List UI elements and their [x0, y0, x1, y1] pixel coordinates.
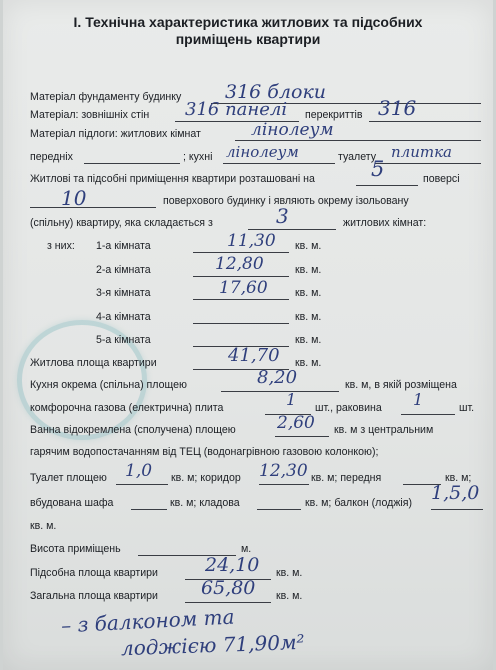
title-line-2: приміщень квартири [175, 31, 321, 47]
unit-room-2: кв. м. [295, 264, 322, 276]
underline-toilet-area [116, 484, 168, 485]
label-hallway: передніх [30, 151, 73, 163]
value-kitchen-floor: лінолеум [226, 143, 299, 161]
label-room-1: 1-а кімната [96, 240, 151, 252]
value-corridor: 12,30 [259, 461, 308, 481]
label-kitchen-area: Кухня окрема (спільна) площею [30, 379, 187, 391]
label-room-2: 2-а кімната [96, 264, 151, 276]
value-room-count: 3 [276, 204, 289, 228]
label-hall: кв. м; передня [311, 472, 382, 484]
underline-room-2 [193, 276, 289, 277]
label-apartment: (спільну) квартиру, яка складається з [30, 217, 213, 229]
document-page [3, 0, 493, 670]
label-ceiling-height: Висота приміщень [30, 543, 121, 555]
label-kitchen-area-tail: кв. м, в якій розміщена [345, 379, 457, 391]
value-room-1: 11,30 [227, 231, 276, 251]
label-aux-area: Підсобна площа квартири [30, 567, 158, 579]
underline-room-count [248, 229, 336, 230]
label-living-area: Житлова площа квартири [30, 357, 157, 369]
label-hot-water: гарячим водопостачанням від ТЕЦ (водонагрівною газовою колонкою); [30, 446, 379, 458]
underline-corridor [259, 484, 309, 485]
label-balcony: кв. м; балкон (лоджія) [305, 497, 413, 509]
underline-hallway [84, 163, 180, 164]
underline-balcony [431, 509, 483, 510]
unit-room-4: кв. м. [295, 311, 322, 323]
value-storey: 5 [371, 157, 385, 181]
value-foundation: 316 блоки [225, 81, 327, 103]
unit-hall: кв. м; [445, 472, 472, 484]
underline-bath [275, 436, 329, 437]
unit-room-5: кв. м. [295, 334, 322, 346]
value-storeys-total: 10 [61, 186, 87, 210]
value-ceilings: 316 [378, 96, 417, 120]
value-room-3: 17,60 [219, 278, 268, 298]
label-floor: Матеріал підлоги: житлових кімнат [30, 128, 201, 140]
unit-aux-area: кв. м. [276, 567, 303, 579]
page-title [3, 14, 493, 48]
value-living-area: 41,70 [228, 345, 280, 366]
label-toilet-area: Туалет площею [30, 472, 107, 484]
underline-ceilings [369, 121, 481, 122]
value-stove: 1 [286, 390, 297, 409]
handwritten-note-line-1: – з балконом та [60, 604, 236, 638]
value-total-area: 65,80 [201, 577, 256, 599]
underline-storeys-total [30, 207, 156, 208]
label-room-3: 3-я кімната [96, 287, 151, 299]
label-storage: кв. м; кладова [170, 497, 240, 509]
label-foundation: Матеріал фундаменту будинку [30, 91, 182, 103]
underline-room-3 [193, 299, 289, 300]
value-aux-area: 24,10 [205, 554, 260, 576]
underline-wardrobe [131, 509, 167, 510]
label-ceilings: перекриттів [305, 109, 363, 121]
label-wardrobe: вбудована шафа [30, 497, 114, 509]
value-balcony: 1,5,0 [431, 482, 480, 504]
value-room-2: 12,80 [215, 254, 264, 274]
unit-ceiling-height: м. [241, 543, 252, 555]
label-walls: Матеріал: зовнішніх стін [30, 109, 150, 121]
unit-balcony: кв. м. [30, 520, 57, 532]
value-toilet-area: 1,0 [125, 461, 153, 481]
underline-room-1 [193, 252, 289, 253]
underline-storey [356, 185, 418, 186]
label-building: поверхового будинку і являють окрему ізольовану [163, 195, 409, 207]
label-corridor: кв. м; коридор [171, 472, 241, 484]
unit-room-3: кв. м. [295, 287, 322, 299]
underline-room-4 [193, 323, 289, 324]
underline-storage [257, 509, 301, 510]
label-toilet: туалету [338, 151, 377, 163]
value-kitchen-area: 8,20 [257, 367, 298, 388]
label-room-4: 4-а кімната [96, 311, 151, 323]
underline-total-area [185, 602, 271, 603]
value-floor-rooms: лінолеум [251, 120, 334, 140]
label-of-them: з них: [47, 240, 75, 252]
label-stove-unit: шт., раковина [315, 402, 382, 414]
label-living-rooms: житлових кімнат: [343, 217, 427, 229]
title-line-1: I. Технічна характеристика житлових та підсобних [73, 14, 423, 30]
underline-toilet [375, 163, 481, 164]
label-room-5: 5-а кімната [96, 334, 151, 346]
underline-floor [235, 140, 481, 141]
label-bath: Ванна відокремлена (сполучена) площею [30, 424, 236, 436]
value-toilet-floor: плитка [391, 143, 452, 161]
value-bath-area: 2,60 [277, 413, 315, 433]
label-bath-tail: кв. м з центральним [334, 424, 434, 436]
label-floor-word: поверсі [423, 173, 460, 185]
value-walls: 316 панелі [185, 99, 288, 120]
label-total-area: Загальна площа квартири [30, 590, 158, 602]
underline-kitchen [223, 163, 335, 164]
unit-living-area: кв. м. [295, 357, 322, 369]
unit-room-1: кв. м. [295, 240, 322, 252]
label-kitchen: ; кухні [183, 151, 213, 163]
unit-total-area: кв. м. [276, 590, 303, 602]
value-sink: 1 [413, 390, 424, 409]
handwritten-note-line-2: лоджією 71,90м² [120, 629, 305, 661]
underline-sink [401, 414, 455, 415]
label-sink-unit: шт. [459, 402, 475, 414]
label-rooms-on: Житлові та підсобні приміщення квартири розташовані на [30, 173, 315, 185]
label-stove: комфорочна газова (електрична) плита [30, 402, 224, 414]
underline-kitchen-area [221, 391, 339, 392]
